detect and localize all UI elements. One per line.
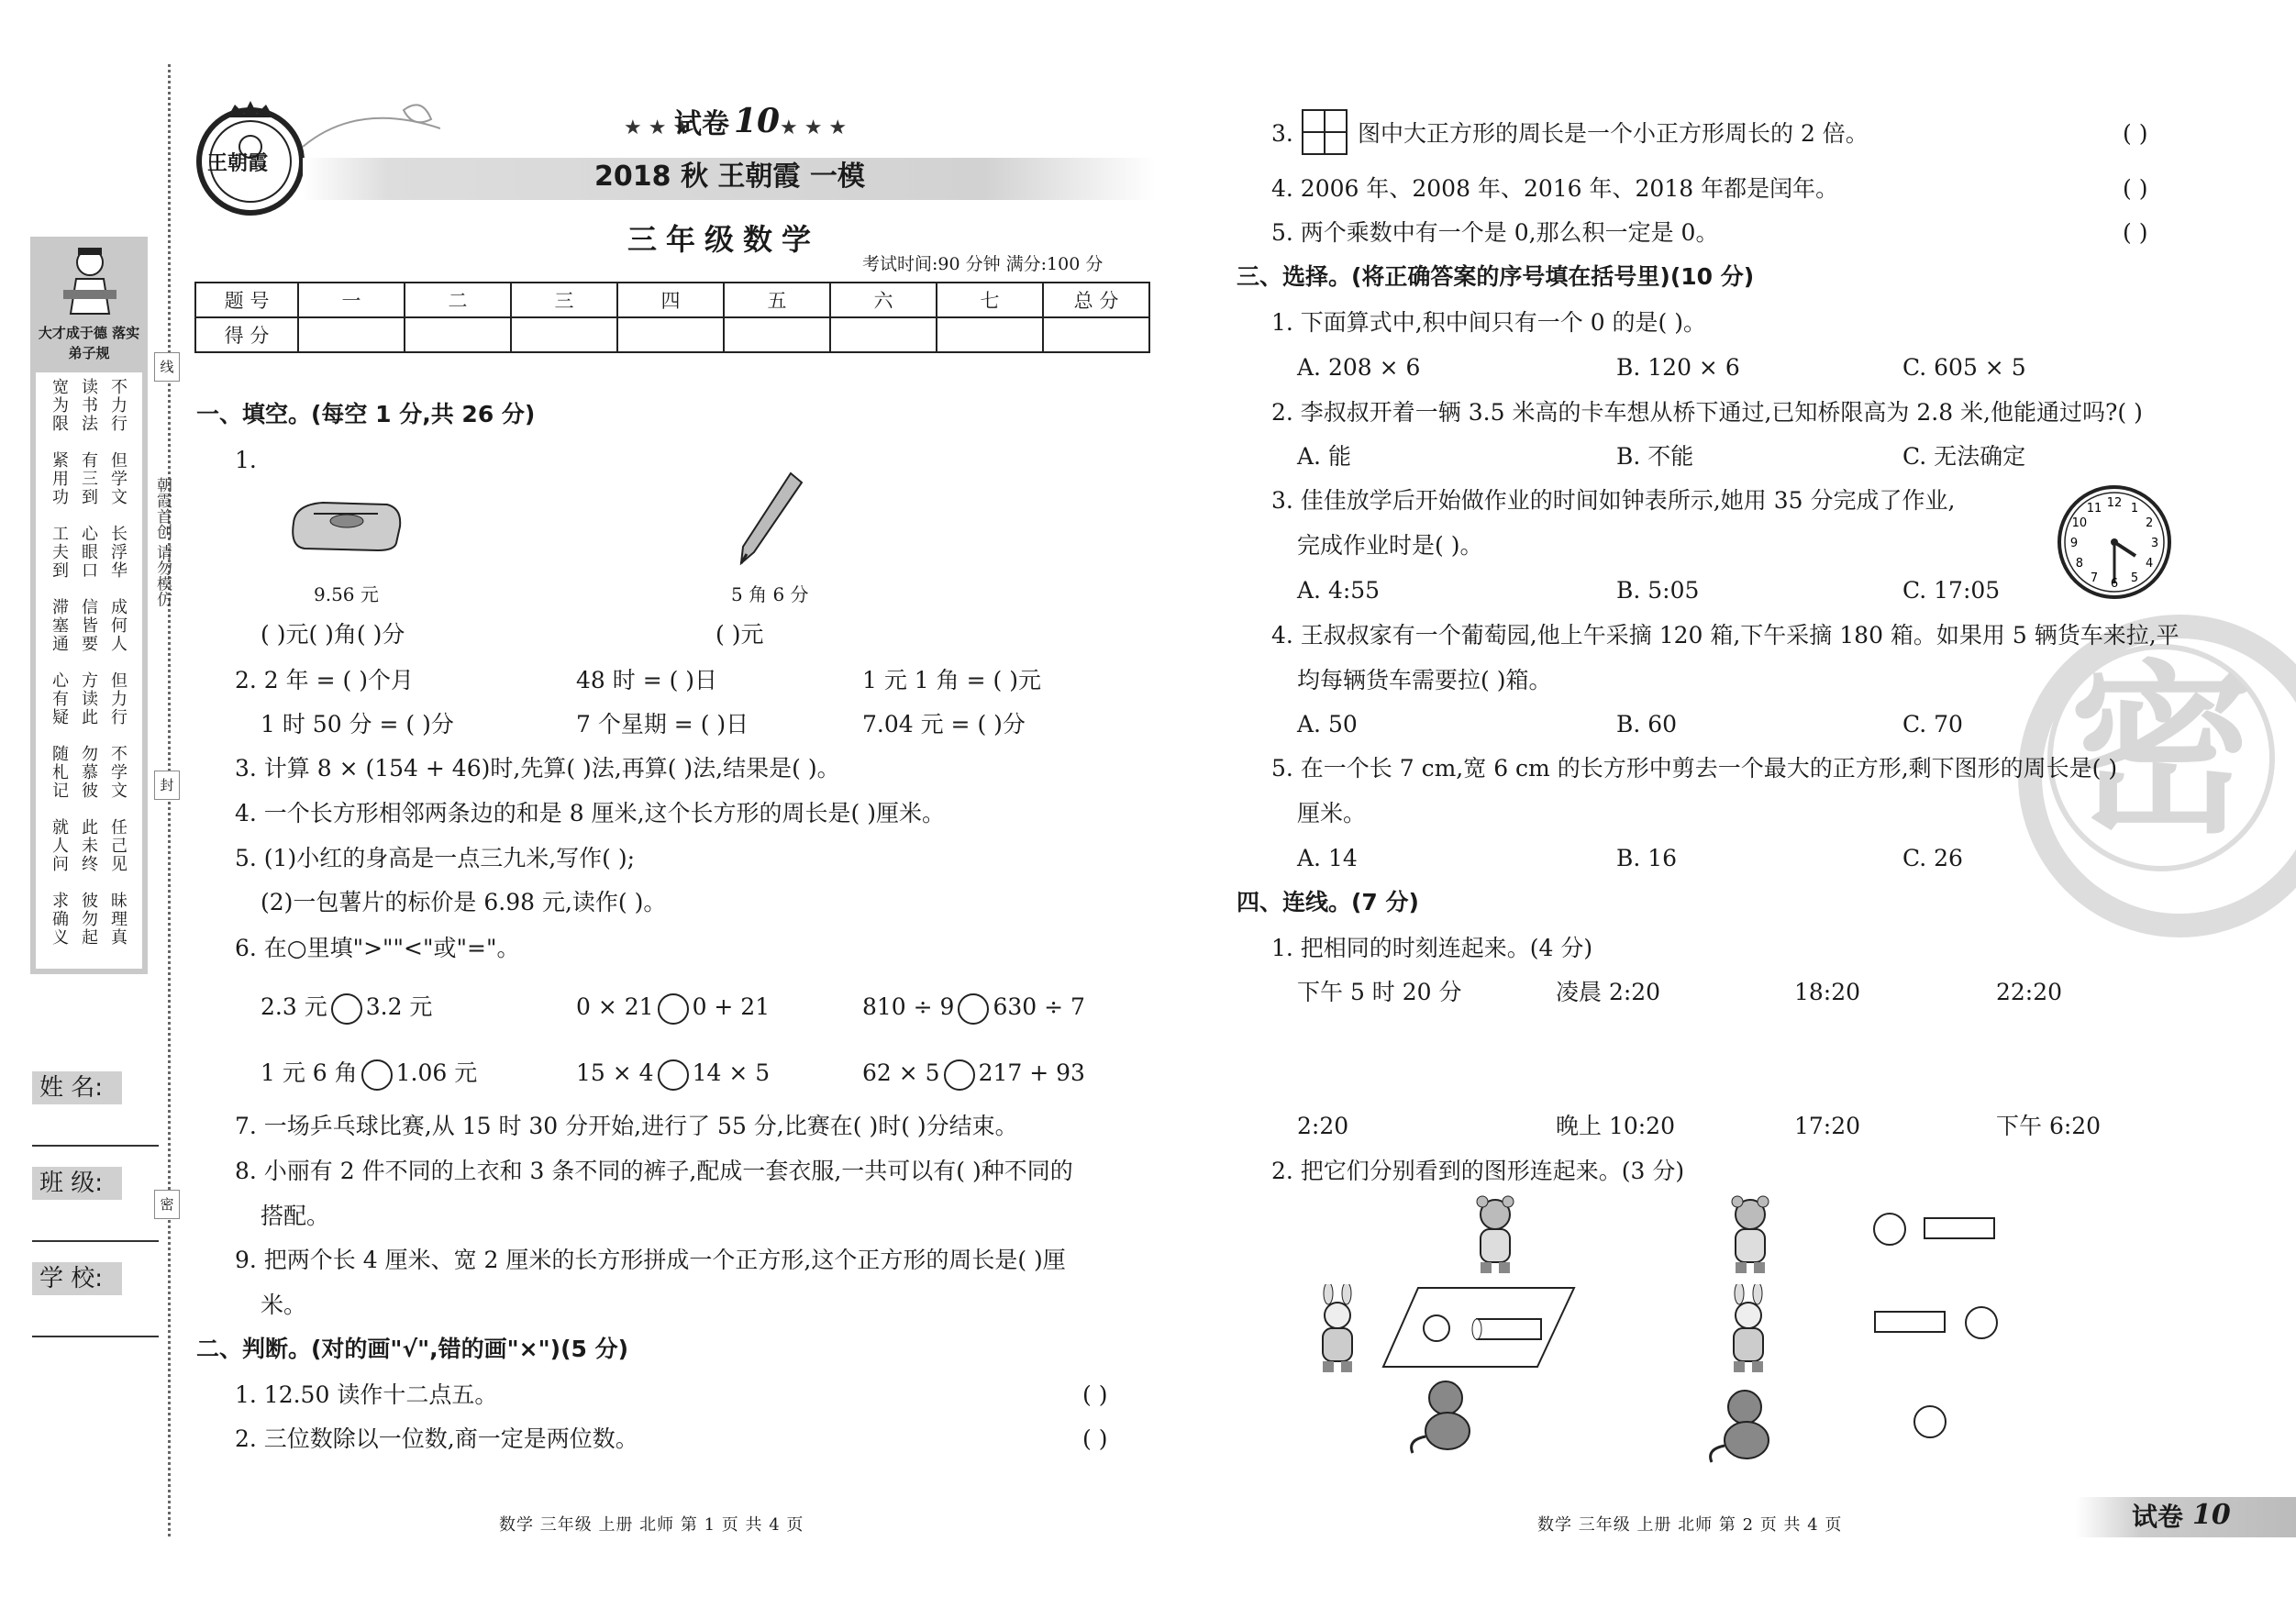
stars-right: ★ ★ ★: [780, 116, 848, 139]
logo-wordmark: 王朝霞: [207, 151, 269, 175]
clock-numeral: 3: [2150, 537, 2159, 550]
exam-title: 2018 秋 王朝霞 一模: [594, 161, 865, 193]
q6-compare-3: 810 ÷ 9 630 ÷ 7: [862, 993, 1085, 1025]
choice-3-ans-a[interactable]: A. 4:55: [1297, 577, 1381, 604]
link-1-top-item[interactable]: 22:20: [1996, 979, 2063, 1005]
link-1-top-item[interactable]: 下午 5 时 20 分: [1297, 979, 1462, 1005]
choice-2: 2. 李叔叔开着一辆 3.5 米高的卡车想从桥下通过,已知桥限高为 2.8 米,他能通过吗?( ): [1271, 399, 2143, 426]
q9-b: 米。: [261, 1292, 307, 1318]
motto-verse: 滞塞通: [50, 598, 69, 653]
clock-numeral: 4: [2145, 557, 2154, 571]
judge-1: 1. 12.50 读作十二点五。: [235, 1381, 498, 1408]
shapes-on-plane-image: [1381, 1284, 1578, 1370]
school-label: 学 校:: [32, 1262, 122, 1295]
compare-circle[interactable]: [944, 1059, 975, 1091]
monkey-view-image[interactable]: [1703, 1385, 1794, 1466]
choice-4-ans-b[interactable]: B. 60: [1616, 711, 1678, 738]
ribbon-decoration: [303, 101, 440, 156]
section-3-title: 三、选择。(将正确答案的序号填在括号里)(10 分): [1237, 263, 1755, 290]
seal-mark-line: 线: [154, 352, 180, 382]
score-cell[interactable]: [511, 317, 617, 352]
link-1-bottom-item[interactable]: 下午 6:20: [1996, 1113, 2102, 1139]
judge-4: 4. 2006 年、2008 年、2016 年、2018 年都是闰年。: [1271, 175, 1839, 202]
pencil-image: [734, 468, 807, 569]
q6-compare-1: 2.3 元 3.2 元: [261, 993, 432, 1025]
score-cell[interactable]: [405, 317, 511, 352]
motto-verse: 此未终: [79, 818, 98, 873]
link-1-top-item[interactable]: 18:20: [1794, 979, 1861, 1005]
view-option-circle[interactable]: [1908, 1402, 1954, 1442]
q2-b: 48 时 = ( )日: [576, 667, 718, 693]
q2-a: 2. 2 年 = ( )个月: [235, 667, 414, 693]
score-cell[interactable]: [830, 317, 937, 352]
choice-2-b[interactable]: B. 不能: [1616, 443, 1694, 470]
motto-verse: 但学文: [108, 451, 128, 506]
clock-numeral: 2: [2145, 516, 2154, 530]
motto-verse: 随札记: [50, 745, 69, 800]
motto-verse: 勿慕彼: [79, 745, 98, 800]
rabbit-view-image[interactable]: [1714, 1284, 1787, 1376]
q6-compare-4: 1 元 6 角 1.06 元: [261, 1059, 477, 1091]
scholar-figure-icon: [61, 242, 118, 316]
monkey-figure-image[interactable]: [1403, 1376, 1495, 1457]
bear-view-image[interactable]: [1714, 1194, 1787, 1275]
q6-compare-2: 0 × 21 0 + 21: [576, 993, 770, 1025]
pencil-case-image: [286, 495, 405, 556]
choice-1-a[interactable]: A. 208 × 6: [1297, 354, 1421, 381]
motto-verse: 彼勿起: [79, 892, 98, 947]
footer-left: 数学 三年级 上册 北师 第 1 页 共 4 页: [499, 1515, 804, 1535]
compare-circle[interactable]: [361, 1059, 393, 1091]
school-field[interactable]: [32, 1336, 159, 1337]
section-1-title: 一、填空。(每空 1 分,共 26 分): [196, 401, 536, 427]
q6-compare-5: 15 × 4 14 × 5: [576, 1059, 770, 1091]
link-1-bottom-item[interactable]: 2:20: [1297, 1113, 1349, 1139]
score-cell[interactable]: [617, 317, 724, 352]
motto-text: 大才成于德 落实弟子规: [38, 325, 140, 361]
stars-left: ★ ★ ★: [624, 116, 692, 139]
motto-verse: 求确义: [50, 892, 69, 947]
q1-price-pencil-case: 9.56 元: [314, 583, 379, 605]
judge-1-paren[interactable]: ( ): [1082, 1381, 1108, 1408]
score-header-cell: 七: [937, 283, 1043, 317]
motto-verse: 心有疑: [50, 671, 69, 726]
q7: 7. 一场乒乓球比赛,从 15 时 30 分开始,进行了 55 分,比赛在( )时( )分结束。: [235, 1113, 1018, 1139]
q6: 6. 在○里填">""<"或"="。: [235, 935, 520, 961]
motto-verse: 有三到: [79, 451, 98, 506]
compare-circle[interactable]: [658, 993, 689, 1025]
four-squares-icon: [1301, 108, 1348, 156]
clock-numeral: 10: [2071, 516, 2088, 530]
q9-a: 9. 把两个长 4 厘米、宽 2 厘米的长方形拼成一个正方形,这个正方形的周长是( )厘: [235, 1247, 1066, 1273]
paper-tab-number: 10: [2192, 1499, 2231, 1531]
motto-verse: 长浮华: [108, 525, 128, 580]
score-row-label: 得 分: [195, 317, 298, 352]
score-header-cell: 四: [617, 283, 724, 317]
paper-label: 试卷: [674, 108, 729, 140]
motto-verse: 就人问: [50, 818, 69, 873]
class-label: 班 级:: [32, 1167, 122, 1200]
choice-4-b: 均每辆货车需要拉( )箱。: [1297, 667, 1552, 693]
seal-mark-secret: 密: [154, 1190, 180, 1219]
choice-5-ans-a[interactable]: A. 14: [1297, 845, 1358, 871]
clock-numeral: 7: [2090, 571, 2099, 586]
q4: 4. 一个长方形相邻两条边的和是 8 厘米,这个长方形的周长是( )厘米。: [235, 800, 946, 826]
subject-title: 三年级数学: [627, 222, 821, 257]
q8-b: 搭配。: [261, 1203, 330, 1229]
choice-5-a: 5. 在一个长 7 cm,宽 6 cm 的长方形中剪去一个最大的正方形,剩下图形的周长是( ): [1271, 755, 2118, 782]
score-cell[interactable]: [298, 317, 405, 352]
choice-5-b: 厘米。: [1297, 800, 1367, 826]
rabbit-figure-image[interactable]: [1303, 1284, 1376, 1376]
judge-2-paren[interactable]: ( ): [1082, 1425, 1108, 1452]
paper-tab-label: 试卷: [2132, 1502, 2184, 1532]
q1-answer-a: ( )元( )角( )分: [261, 621, 405, 648]
choice-3-ans-b[interactable]: B. 5:05: [1616, 577, 1700, 604]
copyright-note: 朝霞首创 请勿模仿: [153, 477, 172, 607]
link-2: 2. 把它们分别看到的图形连起来。(3 分): [1271, 1158, 1685, 1184]
compare-circle[interactable]: [658, 1059, 689, 1091]
choice-3-b: 完成作业时是( )。: [1297, 532, 1483, 559]
judge-4-paren[interactable]: ( ): [2123, 175, 2148, 202]
q1-answer-b: ( )元: [715, 621, 764, 648]
secret-stamp-char: 密: [2069, 645, 2254, 859]
choice-4-ans-a[interactable]: A. 50: [1297, 711, 1358, 738]
motto-verse: 但力行: [108, 671, 128, 726]
q2-e: 7 个星期 = ( )日: [576, 711, 749, 738]
clock-image: [2055, 482, 2174, 602]
motto-verse: 方读此: [79, 671, 98, 726]
class-field[interactable]: [32, 1240, 159, 1242]
paper-number: 10: [734, 102, 781, 140]
choice-4-ans-c[interactable]: C. 70: [1902, 711, 1963, 738]
motto-verse: 不学文: [108, 745, 128, 800]
choice-5-ans-c[interactable]: C. 26: [1902, 845, 1963, 871]
compare-circle[interactable]: [331, 993, 362, 1025]
choice-1: 1. 下面算式中,积中间只有一个 0 的是( )。: [1271, 309, 1707, 336]
score-header-cell: 总 分: [1043, 283, 1149, 317]
q1-number: 1.: [235, 447, 257, 473]
score-header-cell: 三: [511, 283, 617, 317]
view-option-circle-rect[interactable]: [1868, 1209, 2005, 1249]
score-header-cell: 一: [298, 283, 405, 317]
motto-verse: 不力行: [108, 378, 128, 433]
q8-a: 8. 小丽有 2 件不同的上衣和 3 条不同的裤子,配成一套衣服,一共可以有( )种不同的: [235, 1158, 1073, 1184]
judge-3-number: 3.: [1271, 120, 1293, 147]
score-cell[interactable]: [937, 317, 1043, 352]
q5-a: 5. (1)小红的身高是一点三九米,写作( );: [235, 845, 636, 871]
motto-verse: 成何人: [108, 598, 128, 653]
judge-5-paren[interactable]: ( ): [2123, 219, 2148, 246]
score-value-row: [195, 317, 1149, 352]
link-1-bottom-item[interactable]: 17:20: [1794, 1113, 1861, 1139]
footer-right: 数学 三年级 上册 北师 第 2 页 共 4 页: [1537, 1515, 1843, 1535]
clock-numeral: 9: [2069, 537, 2079, 550]
motto-verse: 工夫到: [50, 525, 69, 580]
link-1: 1. 把相同的时刻连起来。(4 分): [1271, 935, 1593, 961]
score-table: [194, 282, 1150, 353]
clock-numeral: 11: [2086, 501, 2102, 516]
q2-c: 1 元 1 角 = ( )元: [862, 667, 1041, 693]
motto-verses: [36, 372, 142, 969]
exam-info: 考试时间:90 分钟 满分:100 分: [862, 254, 1104, 274]
choice-3-a: 3. 佳佳放学后开始做作业的时间如钟表所示,她用 35 分完成了作业,: [1271, 487, 1956, 514]
section-4-title: 四、连线。(7 分): [1237, 889, 1419, 915]
q2-f: 7.04 元 = ( )分: [862, 711, 1026, 738]
compare-circle[interactable]: [958, 993, 989, 1025]
q1-price-pencil: 5 角 6 分: [731, 583, 809, 605]
score-header-cell: 二: [405, 283, 511, 317]
link-1-bottom-item[interactable]: 晚上 10:20: [1556, 1113, 1675, 1139]
view-option-rect-circle[interactable]: [1868, 1303, 2005, 1343]
choice-3-ans-c[interactable]: C. 17:05: [1902, 577, 2001, 604]
choice-2-a[interactable]: A. 能: [1297, 443, 1351, 470]
clock-numeral: 6: [2110, 577, 2119, 591]
score-header-cell: 五: [724, 283, 830, 317]
section-2-title: 二、判断。(对的画"√",错的画"×")(5 分): [196, 1336, 629, 1362]
choice-1-b[interactable]: B. 120 × 6: [1616, 354, 1740, 381]
score-header-row: [195, 283, 1149, 317]
seal-mark-seal: 封: [154, 771, 180, 800]
motto-verse: 心眼口: [79, 525, 98, 580]
clock-numeral: 8: [2075, 557, 2084, 571]
score-cell[interactable]: [724, 317, 830, 352]
bear-figure-image[interactable]: [1459, 1194, 1532, 1275]
motto-sidebar: [30, 237, 148, 974]
motto-verse: 读书法: [79, 378, 98, 433]
score-header-cell: 六: [830, 283, 937, 317]
paper-tab: [2076, 1497, 2296, 1537]
choice-4-a: 4. 王叔叔家有一个葡萄园,他上午采摘 120 箱,下午采摘 180 箱。如果用 5 辆货车来拉,平: [1271, 622, 2180, 649]
clock-numeral: 12: [2106, 496, 2123, 510]
judge-2: 2. 三位数除以一位数,商一定是两位数。: [235, 1425, 638, 1452]
q2-d: 1 时 50 分 = ( )分: [261, 711, 454, 738]
judge-3-paren[interactable]: ( ): [2123, 120, 2148, 147]
judge-3: 图中大正方形的周长是一个小正方形周长的 2 倍。: [1358, 120, 1869, 147]
score-cell[interactable]: [1043, 317, 1149, 352]
judge-5: 5. 两个乘数中有一个是 0,那么积一定是 0。: [1271, 219, 1719, 246]
motto-verse: 紧用功: [50, 451, 69, 506]
motto-verse: 任己见: [108, 818, 128, 873]
q3: 3. 计算 8 × (154 + 46)时,先算( )法,再算( )法,结果是( )。: [235, 755, 840, 782]
choice-5-ans-b[interactable]: B. 16: [1616, 845, 1678, 871]
clock-numeral: 5: [2130, 571, 2139, 586]
motto-verse: 信皆要: [79, 598, 98, 653]
score-header-cell: 题 号: [195, 283, 298, 317]
link-1-top-item[interactable]: 凌晨 2:20: [1556, 979, 1661, 1005]
q5-b: (2)一包薯片的标价是 6.98 元,读作( )。: [261, 889, 667, 915]
name-label: 姓 名:: [32, 1071, 122, 1104]
clock-numeral: 1: [2130, 501, 2139, 516]
choice-1-c[interactable]: C. 605 × 5: [1902, 354, 2026, 381]
q6-compare-6: 62 × 5 217 + 93: [862, 1059, 1085, 1091]
motto-verse: 昧理真: [108, 892, 128, 947]
name-field[interactable]: [32, 1145, 159, 1147]
motto-verse: 宽为限: [50, 378, 69, 433]
choice-2-c[interactable]: C. 无法确定: [1902, 443, 2026, 470]
binding-dotted-line: [168, 64, 171, 1536]
